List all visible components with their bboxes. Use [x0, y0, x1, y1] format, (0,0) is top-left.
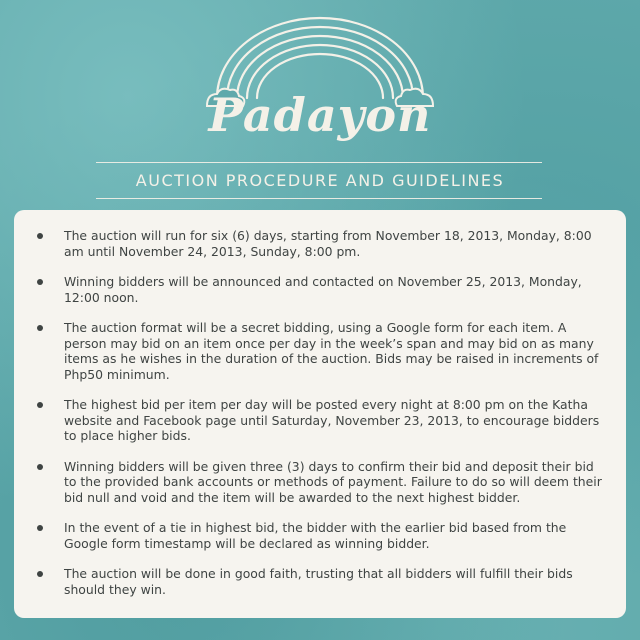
guidelines-list: [36, 228, 610, 597]
heading-rule-top: [96, 162, 542, 163]
bullet-icon: [37, 571, 43, 577]
bullet-icon: [37, 233, 43, 239]
guideline-text: The auction will be done in good faith, trusting that all bidders will fulfill their bids should they win.: [64, 566, 573, 597]
guideline-text: In the event of a tie in highest bid, the bidder with the earlier bid based from the Google form timestamp will be declared as winning bidder.: [64, 520, 567, 551]
guideline-item: [36, 520, 610, 551]
guidelines-card: [14, 210, 626, 618]
bullet-icon: [37, 525, 43, 531]
guideline-item: [36, 397, 610, 444]
guideline-item: [36, 459, 610, 506]
guideline-item: [36, 320, 610, 382]
bullet-icon: [37, 402, 43, 408]
bullet-icon: [37, 325, 43, 331]
guideline-text: Winning bidders will be given three (3) days to confirm their bid and deposit their bid to the provided bank accounts or methods of payment. Failure to do so will deem their bid null and void and the item will be awarded to the next highest bidder.: [64, 458, 602, 505]
guideline-text: The auction will run for six (6) days, starting from November 18, 2013, Monday, 8:00 am until November 24, 2013, Sunday, 8:00 pm.: [64, 228, 592, 259]
page-title: AUCTION PROCEDURE AND GUIDELINES: [135, 171, 505, 190]
guideline-item: [36, 274, 610, 305]
guideline-item: [36, 566, 610, 597]
bullet-icon: [37, 279, 43, 285]
guideline-text: Winning bidders will be announced and contacted on November 25, 2013, Monday, 12:00 noon.: [64, 274, 582, 305]
bullet-icon: [37, 464, 43, 470]
guideline-text: The auction format will be a secret bidding, using a Google form for each item. A person may bid on an item once per day in the week’s span and may bid on as many items as he wishes in the duration of the auction. Bids may be raised in increments of Php50 minimum.: [64, 320, 599, 382]
logo-wordmark: Padayon: [208, 88, 432, 142]
guideline-text: The highest bid per item per day will be posted every night at 8:00 pm on the Katha website and Facebook page until Saturday, November 23, 2013, to encourage bidders to place higher bids.: [64, 397, 600, 443]
heading-rule-bottom: [96, 198, 542, 199]
guideline-item: [36, 228, 610, 259]
